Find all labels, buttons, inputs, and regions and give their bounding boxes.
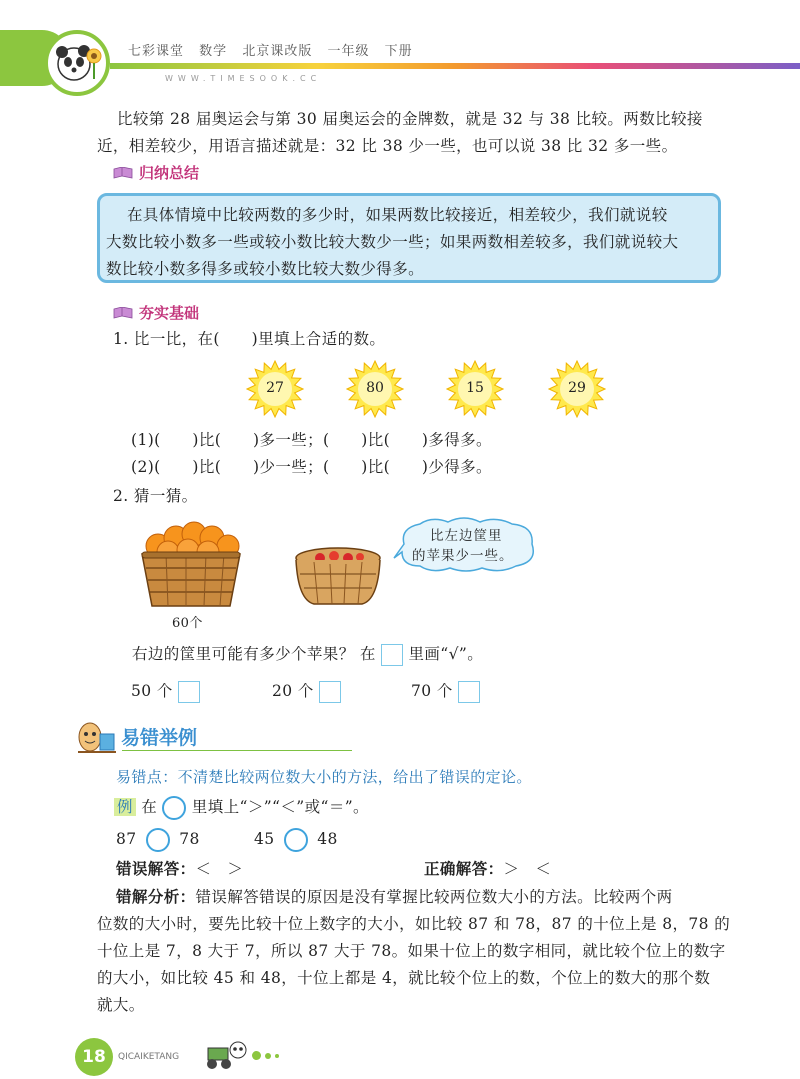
option-2-label: 20 个 bbox=[272, 682, 314, 700]
header-grade: 一年级 bbox=[327, 44, 370, 59]
number-burst-4 bbox=[548, 360, 606, 422]
analysis-line-2: 位数的大小时，要先比较十位上数字的大小，如比较 87 和 78，87 的十位上是 8，78 的 bbox=[97, 915, 731, 933]
intro-line-1: 比较第 28 届奥运会与第 30 届奥运会的金牌数，就是 32 与 38 比较。两数比较接 bbox=[117, 110, 703, 128]
full-basket-image bbox=[136, 514, 246, 614]
summary-line-1: 在具体情境中比较两数的多少时，如果两数比较接近，相差较少，我们就说较 bbox=[127, 206, 668, 224]
book-icon bbox=[113, 167, 133, 179]
number-burst-2 bbox=[346, 360, 404, 422]
header-title bbox=[128, 40, 423, 59]
intro-line-2: 近，相差较少，用语言描述就是：32 比 38 少一些，也可以说 38 比 32 多一些。 bbox=[97, 137, 678, 155]
panda-mascot-icon bbox=[48, 34, 106, 92]
footer-mascot bbox=[202, 1040, 250, 1074]
question-1-part-2: (2)( )比( )少一些；( )比( )少得多。 bbox=[131, 458, 492, 476]
summary-line-2: 大数比较小数多一些或较小数比较大数少一些；如果两数相差较多，我们就说较大 bbox=[106, 233, 679, 251]
compare-pair-1 bbox=[116, 826, 200, 853]
mistake-mascot bbox=[76, 720, 118, 760]
speech-line-1: 比左边筐里 bbox=[430, 528, 503, 544]
right-answer-label: 正确解答： bbox=[424, 860, 504, 878]
example-label: 例 bbox=[114, 798, 136, 816]
option-1 bbox=[131, 678, 200, 705]
pair-1-circle[interactable] bbox=[146, 828, 170, 852]
header-edition: 北京课改版 bbox=[242, 44, 313, 59]
analysis-line-3: 十位上是 7，8 大于 7，所以 87 大于 78。如果十位上的数字相同，就比较个位上的数字 bbox=[97, 942, 726, 960]
summary-label: 归纳总结 bbox=[139, 164, 200, 182]
mistake-divider bbox=[122, 750, 352, 751]
page-number: 18 bbox=[75, 1038, 113, 1076]
analysis-text-1: 错误解答错误的原因是没有掌握比较两位数大小的方法。比较两个两 bbox=[195, 888, 673, 906]
option-3-checkbox[interactable] bbox=[458, 681, 480, 703]
wrong-answer-label: 错误解答： bbox=[116, 860, 196, 878]
footer-brand: QICAIKETANG bbox=[118, 1052, 180, 1062]
answer-box-sample bbox=[381, 644, 403, 666]
analysis-line-4: 的大小，如比较 45 和 48，十位上都是 4，就比较个位上的数，个位上的数大的那个数 bbox=[97, 969, 711, 987]
egg-mascot-icon bbox=[76, 720, 118, 756]
header-volume: 下册 bbox=[384, 44, 413, 59]
summary-heading bbox=[113, 162, 199, 183]
header-rainbow-bar bbox=[110, 63, 800, 69]
example-text-a: 在 bbox=[141, 798, 158, 816]
number-burst-1 bbox=[246, 360, 304, 422]
header-logo bbox=[44, 30, 110, 96]
question-1-part-1: (1)( )比( )多一些；( )比( )多得多。 bbox=[131, 431, 492, 449]
question-2-prompt-b: 里画“√”。 bbox=[408, 645, 484, 663]
pair-2-left: 45 bbox=[254, 830, 275, 848]
number-burst-value: 80 bbox=[366, 380, 384, 396]
right-answer bbox=[424, 856, 551, 883]
question-2-prompt bbox=[132, 641, 483, 668]
pair-1-left: 87 bbox=[116, 830, 137, 848]
question-2-prompt-a: 右边的筐里可能有多少个苹果？ 在 bbox=[132, 645, 376, 663]
example-circle bbox=[162, 796, 186, 820]
option-1-checkbox[interactable] bbox=[178, 681, 200, 703]
header-series: 七彩课堂 bbox=[128, 44, 185, 59]
pair-1-right: 78 bbox=[179, 830, 200, 848]
wrong-answer bbox=[116, 856, 243, 883]
mistake-title: 易错举例 bbox=[121, 727, 198, 749]
analysis-line-5: 就大。 bbox=[97, 996, 145, 1014]
pair-2-circle[interactable] bbox=[284, 828, 308, 852]
mistake-point: 易错点：不清楚比较两位数大小的方法，给出了错误的定论。 bbox=[116, 768, 532, 786]
compare-pair-2 bbox=[254, 826, 338, 853]
basket-count: 60个 bbox=[172, 616, 203, 631]
tractor-mascot-icon bbox=[202, 1040, 250, 1070]
analysis-line-1 bbox=[116, 884, 673, 911]
option-3 bbox=[411, 678, 480, 705]
option-2 bbox=[272, 678, 341, 705]
small-basket-image bbox=[290, 544, 386, 612]
wrong-answer-value: ＜ ＞ bbox=[195, 860, 244, 878]
book-icon bbox=[113, 307, 133, 319]
pair-2-right: 48 bbox=[317, 830, 338, 848]
number-burst-3 bbox=[446, 360, 504, 422]
footer-dot-2 bbox=[265, 1053, 271, 1059]
number-burst-value: 15 bbox=[466, 380, 484, 396]
number-burst-value: 29 bbox=[568, 380, 586, 396]
option-1-label: 50 个 bbox=[131, 682, 173, 700]
apple-basket-icon bbox=[290, 544, 386, 608]
orange-basket-icon bbox=[136, 514, 246, 610]
footer-dot-1 bbox=[252, 1051, 261, 1060]
example-text-b: 里填上“＞”“＜”或“＝”。 bbox=[191, 798, 369, 816]
option-2-checkbox[interactable] bbox=[319, 681, 341, 703]
practice-heading bbox=[113, 302, 199, 323]
option-3-label: 70 个 bbox=[411, 682, 453, 700]
summary-line-3: 数比较小数多得多或较小数比较大数少得多。 bbox=[106, 260, 425, 278]
analysis-label: 错解分析： bbox=[116, 888, 196, 906]
right-answer-value: ＞ ＜ bbox=[503, 860, 552, 878]
question-1: 1. 比一比，在( )里填上合适的数。 bbox=[113, 330, 386, 348]
speech-line-2: 的苹果少一些。 bbox=[412, 548, 514, 564]
practice-label: 夯实基础 bbox=[139, 304, 200, 322]
example-line bbox=[114, 794, 369, 821]
question-2: 2. 猜一猜。 bbox=[113, 487, 198, 505]
header-url: WWW.TIMESOOK.CC bbox=[165, 74, 322, 83]
footer-dot-3 bbox=[275, 1054, 279, 1058]
header-subject: 数学 bbox=[199, 44, 228, 59]
number-burst-value: 27 bbox=[266, 380, 284, 396]
